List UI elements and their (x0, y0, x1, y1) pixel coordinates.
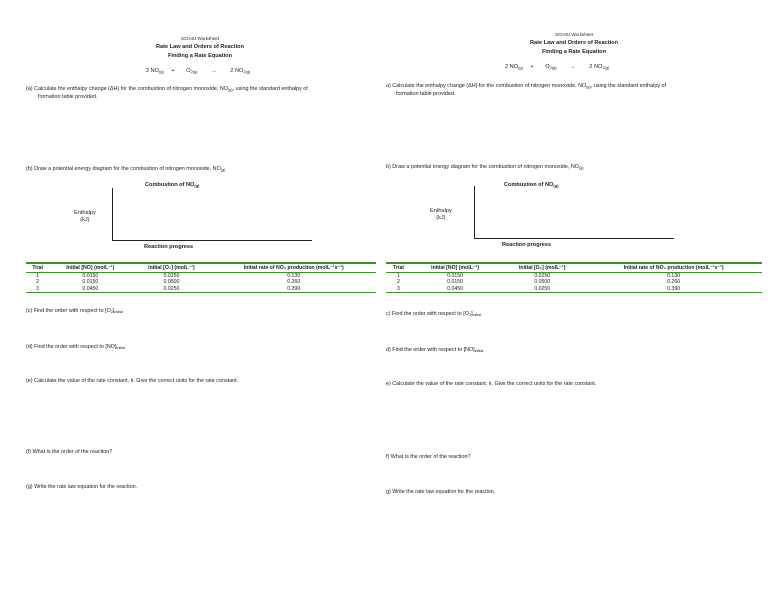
worksheet-title: Rate Law and Orders of Reaction (530, 40, 618, 46)
question-f: f) What is the order of the reaction? (386, 454, 471, 460)
table-cell: 0.0150 (447, 273, 464, 279)
question-a-line2: formation table provided. (38, 94, 98, 100)
kinetics-table (26, 262, 376, 293)
table-header-row (386, 263, 762, 273)
table-cell: 0.0500 (163, 279, 180, 286)
table-row (26, 286, 376, 293)
reaction-equation: 2 $NO_{(g)} + O_{2(g)} \to 2$ $NO_{2(g)}$ (146, 68, 251, 74)
table-cell: 0.0150 (82, 279, 99, 286)
table-cell: 2 (397, 279, 400, 286)
question-c: (c) Find the order with respect to $[O_2]_{initial}$ (26, 308, 123, 314)
table-row (26, 273, 376, 280)
worksheet-right (384, 0, 768, 594)
diagram-y-axis (112, 188, 113, 240)
question-b: b) Draw a potential energy diagram for the combustion of nitrogen monoxide, $NO_{(g)}$ (386, 164, 584, 170)
worksheet-header (494, 30, 654, 57)
table-cell: 0.260 (667, 279, 681, 286)
diagram-y-label: Enthalpy (kJ) (430, 208, 452, 221)
question-c: c) Find the order with respect to $[O_2]_{initial}$ (386, 311, 482, 317)
table-header: Trial (26, 263, 49, 273)
question-f: (f) What is the order of the reaction? (26, 449, 113, 455)
table-cell: 0.0500 (534, 279, 551, 286)
diagram-title: Combustion of $NO_{(g)}$ (145, 182, 200, 188)
question-g: (g) Write the rate law equation for the reaction. (26, 484, 138, 490)
question-d: d) Find the order with respect to $[NO]_{initial}$ (386, 347, 484, 353)
table-cell: 0.130 (667, 273, 681, 279)
table-cell: 0.0450 (49, 286, 131, 293)
table-header-row (26, 263, 376, 273)
table-cell: 0.0450 (411, 286, 499, 293)
table-header: Initial rate of NO₂ production (molL⁻¹s⁻¹) (585, 263, 762, 273)
diagram-y-label: Enthalpy (kJ) (74, 210, 96, 223)
table-cell: 3 (26, 286, 49, 293)
table-cell: 0.0250 (163, 273, 180, 279)
question-g: g) Write the rate law equation for the reaction. (386, 489, 496, 495)
table-cell: 1 (36, 273, 40, 279)
worksheet-title-2: Finding a Rate Equation (167, 53, 233, 59)
table-header: Initial [O₂] (molL⁻¹) (131, 263, 211, 273)
table-cell: 0.0150 (82, 273, 99, 279)
worksheet-header (120, 34, 280, 61)
table-cell: 0.260 (287, 279, 301, 286)
worksheet-title-2: Finding a Rate Equation (541, 49, 607, 55)
table-cell: 0.0250 (499, 286, 585, 293)
table-header: Initial [O₂] (molL⁻¹) (499, 263, 585, 273)
question-b: (b) Draw a potential energy diagram for the combustion of nitrogen monoxide, $NO_{(g)}$ (26, 166, 226, 172)
diagram-x-label: Reaction progress (502, 242, 552, 248)
table-row (386, 286, 762, 293)
table-cell: 0.390 (211, 286, 376, 293)
table-row (386, 273, 762, 280)
worksheet-title: Rate Law and Orders of Reaction (156, 44, 244, 50)
table-cell: 3 (386, 286, 411, 293)
worksheet-subtitle: SCH4U Worksheet (555, 32, 593, 37)
question-d: (d) Find the order with respect to $[NO]_{initial}$ (26, 344, 126, 350)
table-header: Initial [NO] (molL⁻¹) (49, 263, 131, 273)
table-cell: 2 (36, 279, 40, 286)
table-cell: 0.0150 (447, 279, 464, 286)
table-cell: 0.0250 (534, 273, 551, 279)
reaction-equation: 2 $NO_{(g)} + O_{2(g)} \to 2$ $NO_{2(g)}$ (505, 64, 610, 70)
table-header: Initial rate of NO₂ production (molL⁻¹s⁻¹) (211, 263, 376, 273)
question-e: (e) Calculate the value of the rate constant, k. Give the correct units for the rate constant. (26, 378, 239, 384)
question-a: (a) Calculate the enthalpy change (ΔH) for the combustion of nitrogen monoxide, $NO_{(g)}$, using the standard enthalpy of (26, 86, 308, 92)
worksheet-subtitle: SCH4U Worksheet (181, 36, 219, 41)
table-cell: 0.0250 (131, 286, 211, 293)
diagram-title: Combustion of $NO_{(g)}$ (504, 182, 559, 188)
question-a-line2: formation table provided. (396, 91, 456, 97)
diagram-x-axis (474, 238, 674, 239)
table-cell: 0.390 (585, 286, 762, 293)
diagram-y-axis (474, 186, 475, 238)
diagram-x-label: Reaction progress (144, 244, 194, 250)
question-e: e) Calculate the value of the rate constant, k. Give the correct units for the rate constant. (386, 381, 597, 387)
table-cell: 0.130 (287, 273, 301, 279)
diagram-x-axis (112, 240, 312, 241)
table-header: Initial [NO] (molL⁻¹) (411, 263, 499, 273)
table-cell: 1 (397, 273, 400, 279)
table-header: Trial (386, 263, 411, 273)
kinetics-table (386, 262, 762, 293)
question-a: a) Calculate the enthalpy change (ΔH) for the combustion of nitrogen monoxide, $NO_{(g)}$, using the standard enthalpy of (386, 83, 667, 89)
